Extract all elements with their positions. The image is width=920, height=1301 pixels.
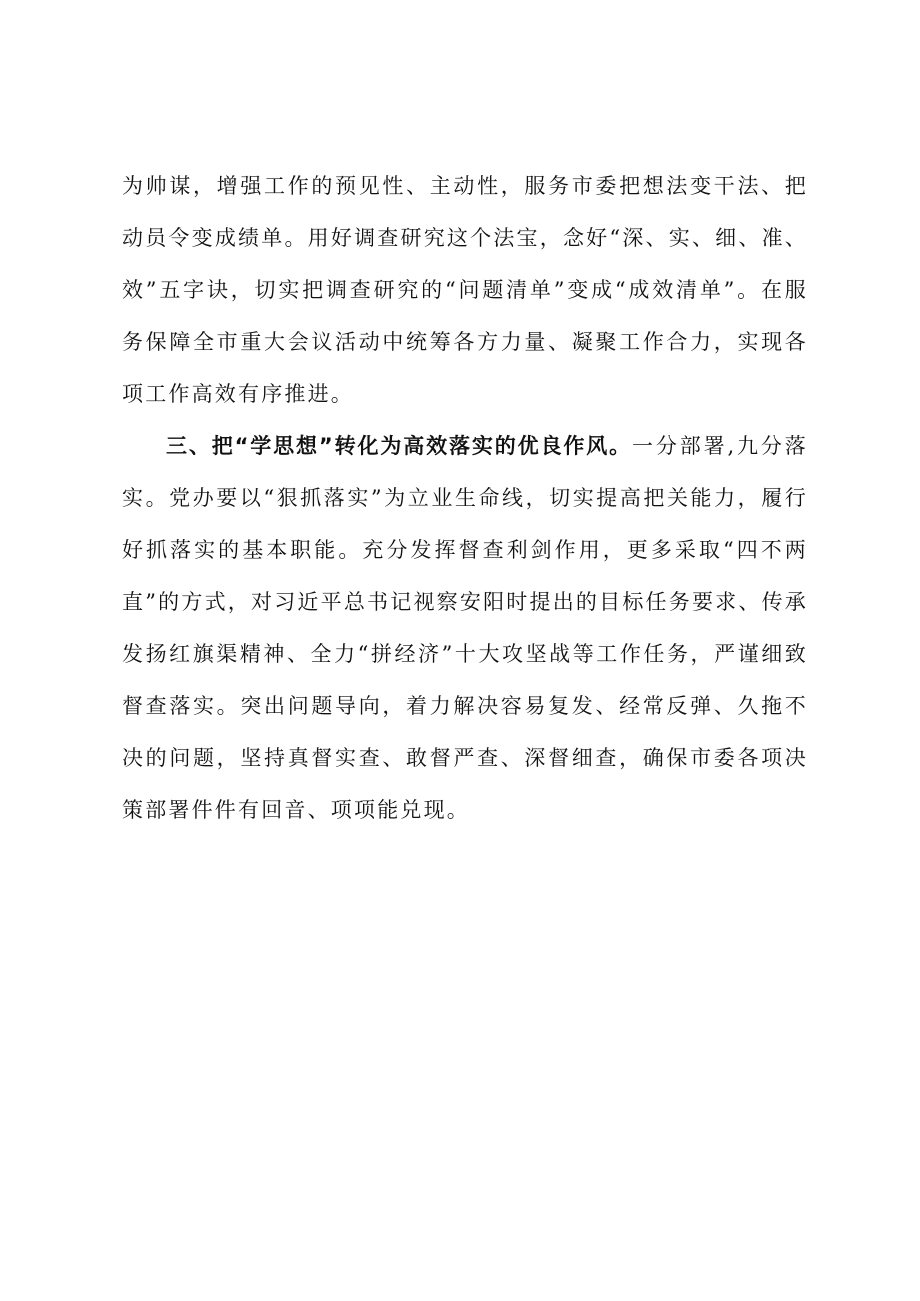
paragraph-continuation <box>122 160 808 420</box>
paragraph-section-three <box>122 420 808 836</box>
paragraph-text: 一分部署,九分落实。党办要以“狠抓落实”为立业生命线，切实提高把关能力，履行好抓落实的基本职能。充分发挥督查利剑作用，更多采取“四不两直”的方式，对习近平总书记视察安阳时提出的目标任务要求、传承发扬红旗渠精神、全力“拼经济”十大攻坚战等工作任务，严谨细致督查落实。突出问题导向，着力解决容易复发、经常反弹、久拖不决的问题，坚持真督实查、敢督严查、深督细查，确保市委各项决策部署件件有回音、项项能兑现。 <box>122 434 808 822</box>
paragraph-text: 为帅谋，增强工作的预见性、主动性，服务市委把想法变干法、把动员令变成绩单。用好调查研究这个法宝，念好“深、实、细、准、效”五字诀，切实把调查研究的“问题清单”变成“成效清单”。在服务保障全市重大会议活动中统筹各方力量、凝聚工作合力，实现各项工作高效有序推进。 <box>122 174 808 406</box>
section-heading: 三、把“学思想”转化为高效落实的优良作风。 <box>166 434 632 458</box>
document-body <box>122 160 808 836</box>
